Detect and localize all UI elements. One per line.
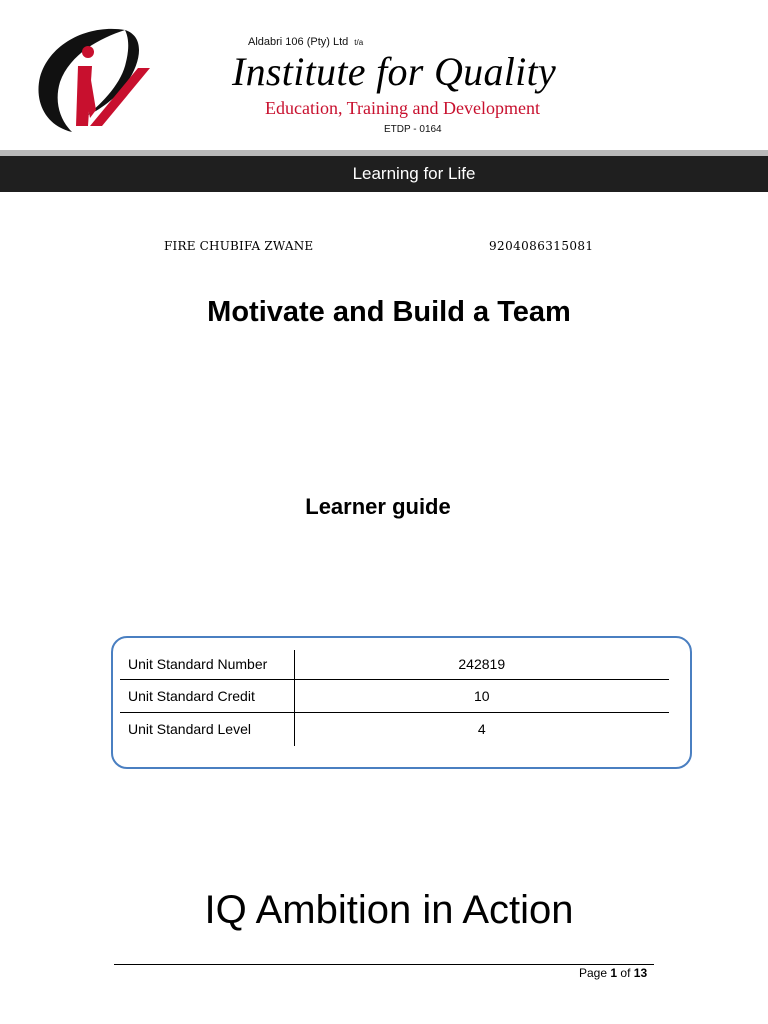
- unit-standard-value: 10: [294, 679, 669, 712]
- document-subtitle: Learner guide: [305, 494, 451, 519]
- footer-divider: [114, 964, 654, 965]
- iq-logo-icon: [30, 22, 160, 142]
- unit-standard-table: [120, 650, 669, 746]
- total-pages: 13: [633, 966, 648, 980]
- unit-standard-label: Unit Standard Level: [120, 712, 294, 746]
- table-row: [120, 650, 669, 679]
- accreditation-number: ETDP - 0164: [384, 124, 442, 135]
- table-row: [120, 679, 669, 712]
- page-word: Page: [579, 966, 608, 980]
- unit-standard-label: Unit Standard Number: [120, 650, 294, 679]
- unit-standard-value: 242819: [294, 650, 669, 679]
- document-title: Motivate and Build a Team: [207, 296, 571, 328]
- institute-subtitle: Education, Training and Development: [265, 98, 540, 118]
- document-header: [0, 0, 768, 150]
- company-suffix: t/a: [354, 38, 364, 47]
- slogan: IQ Ambition in Action: [204, 888, 574, 932]
- banner: [0, 156, 768, 192]
- company-name: Aldabri 106 (Pty) Ltd: [248, 36, 349, 48]
- page-number: [579, 966, 647, 980]
- learner-id-number: 9204086315081: [489, 239, 594, 253]
- learner-name: FIRE CHUBIFA ZWANE: [164, 239, 314, 253]
- current-page: 1: [610, 966, 618, 980]
- unit-standard-label: Unit Standard Credit: [120, 679, 294, 712]
- institute-name: Institute for Quality: [232, 49, 557, 94]
- banner-text: Learning for Life: [352, 164, 476, 183]
- unit-standard-value: 4: [477, 721, 486, 738]
- company-line: [248, 36, 363, 48]
- of-word: of: [620, 966, 631, 980]
- table-row: [120, 712, 669, 746]
